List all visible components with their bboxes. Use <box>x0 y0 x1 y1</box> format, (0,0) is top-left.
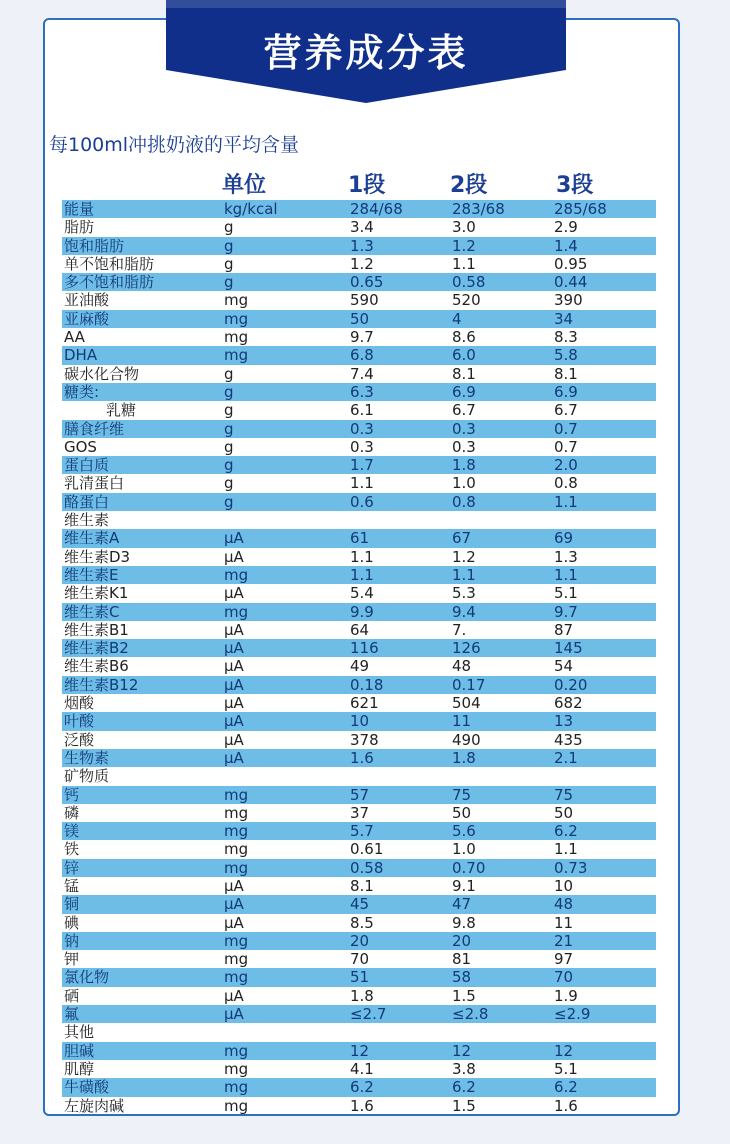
table-row <box>62 767 656 785</box>
nutrient-name: 维生素B1 <box>64 620 129 639</box>
stage-3-value: 6.2 <box>554 1078 578 1097</box>
nutrient-name: 膳食纤维 <box>64 419 125 438</box>
header-stage-1: 1段 <box>348 173 386 198</box>
stage-3-value: 8.1 <box>554 364 578 383</box>
stage-2-value: 0.70 <box>452 858 486 877</box>
unit-cell: mg <box>224 1059 249 1078</box>
table-row <box>62 1078 656 1096</box>
table-row <box>62 895 656 913</box>
stage-3-value: 48 <box>554 895 574 914</box>
stage-2-value: 20 <box>452 931 472 950</box>
table-row <box>62 511 656 529</box>
stage-3-value: 11 <box>554 913 574 932</box>
table-row <box>62 914 656 932</box>
stage-2-value: ≤2.8 <box>452 1005 489 1024</box>
stage-3-value: 1.3 <box>554 547 578 566</box>
unit-cell: mg <box>224 950 249 969</box>
stage-2-value: 1.2 <box>452 236 476 255</box>
stage-2-value: 0.17 <box>452 675 486 694</box>
stage-1-value: 1.3 <box>350 236 374 255</box>
stage-3-value: 2.1 <box>554 748 578 767</box>
table-row <box>62 1060 656 1078</box>
unit-cell: mg <box>224 1078 249 1097</box>
unit-cell: g <box>224 456 234 475</box>
stage-2-value: 81 <box>452 950 472 969</box>
stage-1-value: 0.58 <box>350 858 384 877</box>
nutrient-name: 亚油酸 <box>64 291 110 310</box>
stage-2-value: 0.3 <box>452 419 476 438</box>
stage-3-value: 5.1 <box>554 584 578 603</box>
table-row <box>62 840 656 858</box>
unit-cell: g <box>224 437 234 456</box>
stage-2-value: 490 <box>452 730 481 749</box>
table-row <box>62 1005 656 1023</box>
unit-cell: mg <box>224 602 249 621</box>
nutrient-name: 胆碱 <box>64 1041 95 1060</box>
stage-2-value: 67 <box>452 529 472 548</box>
stage-3-value: 0.73 <box>554 858 588 877</box>
table-row <box>62 584 656 602</box>
stage-1-value: 1.6 <box>350 1096 374 1115</box>
table-row <box>62 859 656 877</box>
table-row <box>62 657 656 675</box>
table-row <box>62 822 656 840</box>
unit-cell: g <box>224 273 234 292</box>
subtitle: 每100ml冲挑奶液的平均含量 <box>49 134 300 156</box>
stage-2-value: 520 <box>452 291 481 310</box>
stage-2-value: 6.7 <box>452 401 476 420</box>
nutrient-name: 单不饱和脂肪 <box>64 254 155 273</box>
header-unit: 单位 <box>222 173 267 198</box>
stage-3-value: 0.20 <box>554 675 588 694</box>
table-row <box>62 529 656 547</box>
unit-cell: µA <box>224 547 244 566</box>
stage-1-value: 10 <box>350 712 370 731</box>
nutrient-name: 碘 <box>64 913 80 932</box>
unit-cell: mg <box>224 1096 249 1115</box>
stage-3-value: 75 <box>554 785 574 804</box>
stage-1-value: 0.65 <box>350 273 384 292</box>
nutrient-name: 维生素C <box>64 602 120 621</box>
stage-1-value: 9.9 <box>350 602 374 621</box>
stage-2-value: 0.8 <box>452 492 476 511</box>
page-title: 营养成分表 <box>263 31 469 75</box>
table-row <box>62 1097 656 1115</box>
nutrient-name: 乳清蛋白 <box>64 474 125 493</box>
stage-2-value: 9.1 <box>452 876 476 895</box>
stage-3-value: 6.9 <box>554 382 578 401</box>
stage-2-value: 12 <box>452 1041 472 1060</box>
nutrient-name: 泛酸 <box>64 730 95 749</box>
stage-2-value: 48 <box>452 657 472 676</box>
nutrient-name: 维生素B6 <box>64 657 129 676</box>
nutrient-name: 维生素D3 <box>64 547 131 566</box>
stage-2-value: 50 <box>452 803 472 822</box>
table-row <box>62 639 656 657</box>
nutrient-name: DHA <box>64 346 98 365</box>
stage-1-value: 0.6 <box>350 492 374 511</box>
unit-cell: µA <box>224 529 244 548</box>
stage-3-value: 13 <box>554 712 574 731</box>
unit-cell: µA <box>224 876 244 895</box>
stage-2-value: 9.8 <box>452 913 476 932</box>
stage-2-value: 1.1 <box>452 565 476 584</box>
stage-2-value: 47 <box>452 895 472 914</box>
unit-cell: µA <box>224 584 244 603</box>
stage-2-value: 1.2 <box>452 547 476 566</box>
nutrition-table <box>62 200 656 1115</box>
nutrient-name: 硒 <box>64 986 80 1005</box>
table-row <box>62 456 656 474</box>
stage-1-value: 1.8 <box>350 986 374 1005</box>
stage-1-value: 0.18 <box>350 675 384 694</box>
nutrient-name: 亚麻酸 <box>64 309 110 328</box>
nutrient-name: 维生素 <box>64 511 110 530</box>
nutrient-name: 维生素B2 <box>64 639 129 658</box>
stage-3-value: ≤2.9 <box>554 1005 591 1024</box>
table-row <box>62 1042 656 1060</box>
stage-3-value: 54 <box>554 657 574 676</box>
stage-3-value: 97 <box>554 950 574 969</box>
stage-3-value: 2.9 <box>554 218 578 237</box>
unit-cell: g <box>224 254 234 273</box>
stage-3-value: 0.7 <box>554 437 578 456</box>
stage-2-value: 1.8 <box>452 456 476 475</box>
stage-3-value: 12 <box>554 1041 574 1060</box>
stage-2-value: 3.0 <box>452 218 476 237</box>
unit-cell: µA <box>224 639 244 658</box>
nutrient-name: 糖类: <box>64 382 100 401</box>
unit-cell: mg <box>224 1041 249 1060</box>
stage-2-value: 6.9 <box>452 382 476 401</box>
stage-3-value: 87 <box>554 620 574 639</box>
stage-3-value: 0.8 <box>554 474 578 493</box>
stage-1-value: 5.4 <box>350 584 374 603</box>
stage-1-value: 284/68 <box>350 200 403 218</box>
stage-3-value: 34 <box>554 309 574 328</box>
table-header <box>0 168 730 198</box>
table-row <box>62 804 656 822</box>
stage-1-value: 37 <box>350 803 370 822</box>
nutrient-name: 左旋肉碱 <box>64 1096 125 1115</box>
unit-cell: µA <box>224 712 244 731</box>
stage-2-value: 0.58 <box>452 273 486 292</box>
stage-3-value: 285/68 <box>554 200 607 218</box>
table-row <box>62 291 656 309</box>
unit-cell: g <box>224 492 234 511</box>
stage-3-value: 0.7 <box>554 419 578 438</box>
unit-cell: mg <box>224 785 249 804</box>
stage-1-value: 0.3 <box>350 437 374 456</box>
unit-cell: mg <box>224 309 249 328</box>
table-row <box>62 420 656 438</box>
table-row <box>62 438 656 456</box>
stage-3-value: 6.7 <box>554 401 578 420</box>
unit-cell: g <box>224 474 234 493</box>
table-row <box>62 786 656 804</box>
unit-cell: g <box>224 364 234 383</box>
nutrient-name: 维生素A <box>64 529 120 548</box>
stage-3-value: 10 <box>554 876 574 895</box>
stage-3-value: 1.6 <box>554 1096 578 1115</box>
stage-3-value: 5.8 <box>554 346 578 365</box>
stage-2-value: 1.0 <box>452 840 476 859</box>
stage-3-value: 1.4 <box>554 236 578 255</box>
unit-cell: µA <box>224 895 244 914</box>
stage-1-value: 3.4 <box>350 218 374 237</box>
table-row <box>62 273 656 291</box>
stage-2-value: 1.8 <box>452 748 476 767</box>
nutrient-name: 铁 <box>64 840 80 859</box>
title-banner <box>166 0 566 103</box>
stage-1-value: 8.1 <box>350 876 374 895</box>
unit-cell: mg <box>224 803 249 822</box>
stage-1-value: 49 <box>350 657 370 676</box>
unit-cell: µA <box>224 913 244 932</box>
stage-2-value: 9.4 <box>452 602 476 621</box>
stage-1-value: 1.1 <box>350 565 374 584</box>
stage-1-value: 1.1 <box>350 474 374 493</box>
stage-1-value: 61 <box>350 529 370 548</box>
stage-2-value: 6.0 <box>452 346 476 365</box>
stage-3-value: 0.95 <box>554 254 588 273</box>
stage-1-value: 8.5 <box>350 913 374 932</box>
nutrient-name: 锌 <box>64 858 80 877</box>
header-stage-2: 2段 <box>450 173 488 198</box>
stage-3-value: 70 <box>554 968 574 987</box>
unit-cell: mg <box>224 291 249 310</box>
table-row <box>62 621 656 639</box>
stage-2-value: 1.5 <box>452 1096 476 1115</box>
table-row <box>62 566 656 584</box>
unit-cell: µA <box>224 748 244 767</box>
stage-2-value: 3.8 <box>452 1059 476 1078</box>
unit-cell: µA <box>224 675 244 694</box>
nutrient-name: 氟 <box>64 1005 80 1024</box>
stage-1-value: 6.3 <box>350 382 374 401</box>
table-row <box>62 328 656 346</box>
nutrient-name: 烟酸 <box>64 694 95 713</box>
table-row <box>62 383 656 401</box>
stage-1-value: 4.1 <box>350 1059 374 1078</box>
stage-1-value: 20 <box>350 931 370 950</box>
unit-cell: g <box>224 382 234 401</box>
stage-1-value: 590 <box>350 291 379 310</box>
stage-1-value: 6.8 <box>350 346 374 365</box>
nutrient-name: 氯化物 <box>64 968 110 987</box>
nutrient-name: 维生素K1 <box>64 584 129 603</box>
table-row <box>62 474 656 492</box>
table-row <box>62 310 656 328</box>
stage-3-value: 21 <box>554 931 574 950</box>
stage-2-value: 4 <box>452 309 462 328</box>
stage-1-value: 1.6 <box>350 748 374 767</box>
nutrient-name: 叶酸 <box>64 712 95 731</box>
stage-3-value: 682 <box>554 694 583 713</box>
table-row <box>62 749 656 767</box>
unit-cell: g <box>224 218 234 237</box>
stage-1-value: 0.3 <box>350 419 374 438</box>
nutrient-name: 碳水化合物 <box>64 364 140 383</box>
stage-1-value: 1.2 <box>350 254 374 273</box>
stage-1-value: 9.7 <box>350 328 374 347</box>
nutrient-name: 酪蛋白 <box>64 492 110 511</box>
nutrient-name: AA <box>64 328 85 347</box>
stage-3-value: 1.1 <box>554 492 578 511</box>
stage-1-value: 12 <box>350 1041 370 1060</box>
stage-2-value: 504 <box>452 694 481 713</box>
nutrient-name: 蛋白质 <box>64 456 110 475</box>
unit-cell: g <box>224 236 234 255</box>
nutrient-name: 肌醇 <box>64 1059 95 1078</box>
table-row <box>62 987 656 1005</box>
table-row <box>62 200 656 218</box>
stage-1-value: 1.1 <box>350 547 374 566</box>
unit-cell: mg <box>224 840 249 859</box>
stage-3-value: 69 <box>554 529 574 548</box>
nutrient-name: 维生素E <box>64 565 119 584</box>
unit-cell: mg <box>224 858 249 877</box>
table-row <box>62 346 656 364</box>
stage-3-value: 390 <box>554 291 583 310</box>
stage-2-value: 8.1 <box>452 364 476 383</box>
stage-3-value: 8.3 <box>554 328 578 347</box>
stage-1-value: 45 <box>350 895 370 914</box>
stage-2-value: 58 <box>452 968 472 987</box>
header-stage-3: 3段 <box>556 173 594 198</box>
unit-cell: mg <box>224 346 249 365</box>
stage-2-value: 11 <box>452 712 472 731</box>
stage-2-value: 8.6 <box>452 328 476 347</box>
stage-1-value: 70 <box>350 950 370 969</box>
unit-cell: µA <box>224 620 244 639</box>
table-row <box>62 694 656 712</box>
unit-cell: mg <box>224 822 249 841</box>
unit-cell: µA <box>224 657 244 676</box>
stage-3-value: 2.0 <box>554 456 578 475</box>
table-row <box>62 877 656 895</box>
table-row <box>62 950 656 968</box>
stage-1-value: 1.7 <box>350 456 374 475</box>
unit-cell: kg/kcal <box>224 200 278 218</box>
stage-1-value: 116 <box>350 639 379 658</box>
nutrient-name: 其他 <box>64 1023 95 1042</box>
nutrient-name: 钙 <box>64 785 80 804</box>
nutrient-name: 磷 <box>64 803 80 822</box>
nutrient-name: 能量 <box>64 200 95 218</box>
unit-cell: mg <box>224 968 249 987</box>
table-row <box>62 712 656 730</box>
stage-2-value: 6.2 <box>452 1078 476 1097</box>
stage-2-value: 0.3 <box>452 437 476 456</box>
table-row <box>62 237 656 255</box>
unit-cell: g <box>224 419 234 438</box>
stage-3-value: 1.1 <box>554 565 578 584</box>
table-row <box>62 731 656 749</box>
table-row <box>62 365 656 383</box>
unit-cell: mg <box>224 328 249 347</box>
nutrient-name: 牛磺酸 <box>64 1078 110 1097</box>
nutrient-name: 脂肪 <box>64 218 95 237</box>
table-row <box>62 255 656 273</box>
table-row <box>62 676 656 694</box>
stage-2-value: 7. <box>452 620 467 639</box>
unit-cell: µA <box>224 694 244 713</box>
table-row <box>62 493 656 511</box>
stage-2-value: 1.1 <box>452 254 476 273</box>
nutrient-name: 乳糖 <box>106 401 137 420</box>
stage-2-value: 75 <box>452 785 472 804</box>
stage-1-value: 0.61 <box>350 840 384 859</box>
nutrient-name: 生物素 <box>64 748 110 767</box>
unit-cell: µA <box>224 1005 244 1024</box>
table-row <box>62 1023 656 1041</box>
table-row <box>62 218 656 236</box>
nutrient-name: 镁 <box>64 822 80 841</box>
stage-2-value: 5.6 <box>452 822 476 841</box>
stage-1-value: 50 <box>350 309 370 328</box>
nutrient-name: 多不饱和脂肪 <box>64 273 155 292</box>
stage-3-value: 9.7 <box>554 602 578 621</box>
stage-1-value: 7.4 <box>350 364 374 383</box>
stage-2-value: 126 <box>452 639 481 658</box>
nutrient-name: 维生素B12 <box>64 675 139 694</box>
unit-cell: µA <box>224 986 244 1005</box>
nutrient-name: 钾 <box>64 950 80 969</box>
nutrient-name: 钠 <box>64 931 80 950</box>
table-row <box>62 401 656 419</box>
stage-2-value: 1.5 <box>452 986 476 1005</box>
stage-2-value: 283/68 <box>452 200 505 218</box>
table-row <box>62 932 656 950</box>
unit-cell: mg <box>224 931 249 950</box>
unit-cell: g <box>224 401 234 420</box>
stage-3-value: 50 <box>554 803 574 822</box>
stage-2-value: 1.0 <box>452 474 476 493</box>
nutrient-name: 铜 <box>64 895 80 914</box>
stage-2-value: 5.3 <box>452 584 476 603</box>
stage-3-value: 1.9 <box>554 986 578 1005</box>
stage-3-value: 0.44 <box>554 273 588 292</box>
table-row <box>62 548 656 566</box>
table-row <box>62 968 656 986</box>
nutrient-name: 饱和脂肪 <box>64 236 125 255</box>
stage-1-value: 621 <box>350 694 379 713</box>
stage-1-value: ≤2.7 <box>350 1005 387 1024</box>
stage-1-value: 6.2 <box>350 1078 374 1097</box>
nutrient-name: GOS <box>64 437 97 456</box>
stage-1-value: 51 <box>350 968 370 987</box>
stage-3-value: 435 <box>554 730 583 749</box>
table-row <box>62 603 656 621</box>
stage-3-value: 145 <box>554 639 583 658</box>
stage-3-value: 5.1 <box>554 1059 578 1078</box>
stage-3-value: 6.2 <box>554 822 578 841</box>
stage-3-value: 1.1 <box>554 840 578 859</box>
stage-1-value: 57 <box>350 785 370 804</box>
unit-cell: mg <box>224 565 249 584</box>
unit-cell: µA <box>224 730 244 749</box>
nutrient-name: 锰 <box>64 876 80 895</box>
stage-1-value: 5.7 <box>350 822 374 841</box>
stage-1-value: 378 <box>350 730 379 749</box>
stage-1-value: 6.1 <box>350 401 374 420</box>
nutrient-name: 矿物质 <box>64 767 110 786</box>
stage-1-value: 64 <box>350 620 370 639</box>
